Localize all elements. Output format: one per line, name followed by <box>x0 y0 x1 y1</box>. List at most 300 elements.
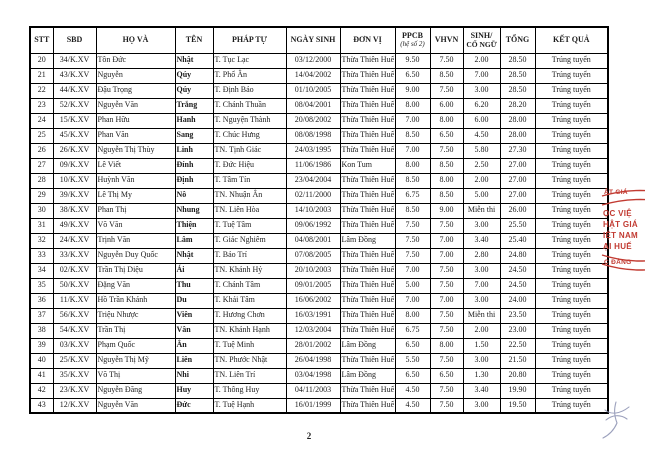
cell-ngay_sinh: 16/01/1999 <box>286 398 340 413</box>
cell-ten: Đức <box>175 398 213 413</box>
cell-ngay_sinh: 12/03/2004 <box>286 323 340 338</box>
cell-sinh_co_ngu: 2.00 <box>463 53 500 68</box>
column-header-ngay_sinh: NGÀY SINH <box>286 27 340 53</box>
cell-sbd: 45/K.XV <box>53 128 96 143</box>
cell-ket_qua: Trúng tuyển <box>535 338 608 353</box>
cell-ngay_sinh: 20/10/2003 <box>286 263 340 278</box>
cell-phap_tu: T. Tâm Tín <box>213 173 286 188</box>
cell-sbd: 15/K.XV <box>53 113 96 128</box>
column-header-don_vi: ĐƠN VỊ <box>340 27 395 53</box>
cell-ppcb: 5.00 <box>395 278 430 293</box>
cell-ten: Viên <box>175 308 213 323</box>
cell-sbd: 44/K.XV <box>53 83 96 98</box>
cell-sbd: 43/K.XV <box>53 68 96 83</box>
cell-stt: 43 <box>30 398 53 413</box>
cell-ket_qua: Trúng tuyển <box>535 218 608 233</box>
cell-sbd: 23/K.XV <box>53 383 96 398</box>
cell-sinh_co_ngu: 6.20 <box>463 98 500 113</box>
column-header-stt: STT <box>30 27 53 53</box>
stamp-line-2: HẬT GIÁ <box>603 220 638 229</box>
column-header-sinh_co_ngu: SINH/ CỔ NGỮ <box>463 27 500 53</box>
cell-vhvn: 7.00 <box>430 293 463 308</box>
table-row <box>30 263 608 278</box>
cell-tong: 27.00 <box>500 173 535 188</box>
cell-ten: Nhật <box>175 248 213 263</box>
cell-sinh_co_ngu: 3.00 <box>463 218 500 233</box>
table-row <box>30 98 608 113</box>
cell-ket_qua: Trúng tuyển <box>535 278 608 293</box>
cell-vhvn: 7.50 <box>430 53 463 68</box>
cell-tong: 28.20 <box>500 98 535 113</box>
cell-sbd: 02/K.XV <box>53 263 96 278</box>
cell-sinh_co_ngu: 7.00 <box>463 278 500 293</box>
cell-don_vi: Thừa Thiên Huế <box>340 113 395 128</box>
cell-sbd: 34/K.XV <box>53 53 96 68</box>
table-row <box>30 173 608 188</box>
cell-tong: 24.50 <box>500 278 535 293</box>
cell-vhvn: 8.50 <box>430 188 463 203</box>
cell-ho_va: Nguyễn Văn <box>96 98 175 113</box>
cell-ppcb: 9.00 <box>395 83 430 98</box>
cell-vhvn: 7.50 <box>430 218 463 233</box>
cell-phap_tu: T. Thông Huy <box>213 383 286 398</box>
cell-ket_qua: Trúng tuyển <box>535 173 608 188</box>
cell-ho_va: Võ Thị <box>96 368 175 383</box>
cell-vhvn: 8.00 <box>430 113 463 128</box>
cell-ppcb: 8.00 <box>395 98 430 113</box>
cell-ppcb: 7.50 <box>395 233 430 248</box>
cell-sbd: 35/K.XV <box>53 368 96 383</box>
cell-stt: 26 <box>30 143 53 158</box>
cell-ho_va: Nguyễn Thị Thùy <box>96 143 175 158</box>
cell-sinh_co_ngu: 6.00 <box>463 113 500 128</box>
cell-phap_tu: TN. Khánh Hỷ <box>213 263 286 278</box>
cell-sbd: 56/K.XV <box>53 308 96 323</box>
stamp-line-3: IỆT NAM <box>603 231 638 240</box>
cell-ngay_sinh: 26/04/1998 <box>286 353 340 368</box>
cell-ppcb: 6.75 <box>395 188 430 203</box>
cell-vhvn: 9.00 <box>430 203 463 218</box>
cell-stt: 31 <box>30 218 53 233</box>
cell-ngay_sinh: 11/06/1986 <box>286 158 340 173</box>
cell-phap_tu: T. Phổ Ân <box>213 68 286 83</box>
cell-don_vi: Thừa Thiên Huế <box>340 218 395 233</box>
cell-sinh_co_ngu: 3.00 <box>463 263 500 278</box>
cell-ten: Nhung <box>175 203 213 218</box>
cell-phap_tu: T. Bảo Trí <box>213 248 286 263</box>
cell-phap_tu: T. Chánh Tâm <box>213 278 286 293</box>
table-row <box>30 83 608 98</box>
cell-vhvn: 7.50 <box>430 398 463 413</box>
cell-stt: 34 <box>30 263 53 278</box>
cell-tong: 20.80 <box>500 368 535 383</box>
cell-ho_va: Hồ Trần Khánh <box>96 293 175 308</box>
cell-stt: 23 <box>30 98 53 113</box>
cell-phap_tu: T. Tục Lạc <box>213 53 286 68</box>
cell-ngay_sinh: 20/08/2002 <box>286 113 340 128</box>
cell-don_vi: Thừa Thiên Huế <box>340 98 395 113</box>
cell-don_vi: Thừa Thiên Huế <box>340 278 395 293</box>
cell-ho_va: Trần Thị Diệu <box>96 263 175 278</box>
cell-ngay_sinh: 16/06/2002 <box>286 293 340 308</box>
cell-ngay_sinh: 04/11/2003 <box>286 383 340 398</box>
table-header <box>30 27 608 53</box>
stamp-line-1: ỌC VIỆ <box>603 209 632 218</box>
cell-vhvn: 7.50 <box>430 278 463 293</box>
table-row <box>30 248 608 263</box>
column-header-ket_qua: KẾT QUẢ <box>535 27 608 53</box>
stamp-line-4: ẠI HUẾ <box>603 242 632 251</box>
results-table <box>29 26 609 414</box>
cell-ppcb: 6.50 <box>395 368 430 383</box>
cell-ho_va: Đậu Trọng <box>96 83 175 98</box>
table-row <box>30 308 608 323</box>
cell-don_vi: Thừa Thiên Huế <box>340 308 395 323</box>
cell-ket_qua: Trúng tuyển <box>535 248 608 263</box>
cell-ket_qua: Trúng tuyển <box>535 263 608 278</box>
cell-ho_va: Nguyễn Văn <box>96 398 175 413</box>
cell-sinh_co_ngu: 1.30 <box>463 368 500 383</box>
cell-tong: 23.50 <box>500 308 535 323</box>
cell-ppcb: 7.00 <box>395 293 430 308</box>
cell-sinh_co_ngu: 5.00 <box>463 188 500 203</box>
cell-vhvn: 7.50 <box>430 383 463 398</box>
cell-vhvn: 8.00 <box>430 338 463 353</box>
cell-sbd: 49/K.XV <box>53 218 96 233</box>
cell-sinh_co_ngu: 5.80 <box>463 143 500 158</box>
cell-stt: 30 <box>30 203 53 218</box>
cell-don_vi: Thừa Thiên Huế <box>340 398 395 413</box>
column-header-ho_va: HỌ VÀ <box>96 27 175 53</box>
cell-sbd: 10/K.XV <box>53 173 96 188</box>
cell-ten: Thiện <box>175 218 213 233</box>
cell-stt: 28 <box>30 173 53 188</box>
cell-sbd: 54/K.XV <box>53 323 96 338</box>
cell-phap_tu: T. Đức Hiệu <box>213 158 286 173</box>
table-row <box>30 293 608 308</box>
cell-don_vi: Lâm Đồng <box>340 338 395 353</box>
cell-stt: 36 <box>30 293 53 308</box>
cell-sinh_co_ngu: Miễn thi <box>463 203 500 218</box>
table-row <box>30 218 608 233</box>
cell-tong: 27.00 <box>500 158 535 173</box>
cell-ppcb: 7.50 <box>395 248 430 263</box>
cell-sinh_co_ngu: 3.40 <box>463 383 500 398</box>
cell-ngay_sinh: 16/03/1991 <box>286 308 340 323</box>
cell-ngay_sinh: 28/01/2002 <box>286 338 340 353</box>
cell-ket_qua: Trúng tuyển <box>535 68 608 83</box>
cell-ho_va: Phan Văn <box>96 128 175 143</box>
cell-ten: Ái <box>175 263 213 278</box>
cell-vhvn: 8.00 <box>430 173 463 188</box>
cell-stt: 32 <box>30 233 53 248</box>
cell-phap_tu: TN. Phước Nhật <box>213 353 286 368</box>
cell-sinh_co_ngu: 2.00 <box>463 323 500 338</box>
cell-ppcb: 6.50 <box>395 68 430 83</box>
table-row <box>30 368 608 383</box>
table-body <box>30 53 608 413</box>
cell-ten: Hanh <box>175 113 213 128</box>
cell-don_vi: Thừa Thiên Huế <box>340 263 395 278</box>
cell-sbd: 12/K.XV <box>53 398 96 413</box>
cell-sbd: 11/K.XV <box>53 293 96 308</box>
cell-phap_tu: T. Hương Chơn <box>213 308 286 323</box>
cell-stt: 20 <box>30 53 53 68</box>
cell-phap_tu: T. Chánh Thuần <box>213 98 286 113</box>
cell-ppcb: 5.50 <box>395 353 430 368</box>
cell-stt: 24 <box>30 113 53 128</box>
cell-vhvn: 7.50 <box>430 83 463 98</box>
cell-don_vi: Lâm Đồng <box>340 368 395 383</box>
cell-don_vi: Thừa Thiên Huế <box>340 203 395 218</box>
table-row <box>30 323 608 338</box>
cell-phap_tu: TN. Liên Hòa <box>213 203 286 218</box>
cell-phap_tu: T. Chúc Hưng <box>213 128 286 143</box>
cell-stt: 21 <box>30 68 53 83</box>
cell-ppcb: 4.50 <box>395 383 430 398</box>
cell-ho_va: Phan Thị <box>96 203 175 218</box>
cell-don_vi: Thừa Thiên Huế <box>340 143 395 158</box>
cell-ppcb: 8.50 <box>395 203 430 218</box>
cell-ngay_sinh: 09/01/2005 <box>286 278 340 293</box>
cell-ten: Vân <box>175 323 213 338</box>
cell-sinh_co_ngu: 7.00 <box>463 68 500 83</box>
table-row <box>30 68 608 83</box>
table-row <box>30 128 608 143</box>
cell-ket_qua: Trúng tuyển <box>535 383 608 398</box>
cell-sinh_co_ngu: 3.00 <box>463 398 500 413</box>
table-row <box>30 233 608 248</box>
cell-don_vi: Thừa Thiên Huế <box>340 83 395 98</box>
cell-ket_qua: Trúng tuyển <box>535 203 608 218</box>
cell-phap_tu: T. Nguyện Thành <box>213 113 286 128</box>
cell-phap_tu: T. Định Bảo <box>213 83 286 98</box>
cell-phap_tu: TN. Liên Trí <box>213 368 286 383</box>
cell-stt: 33 <box>30 248 53 263</box>
cell-don_vi: Thừa Thiên Huế <box>340 128 395 143</box>
cell-tong: 28.50 <box>500 68 535 83</box>
cell-ten: Nhật <box>175 53 213 68</box>
cell-ten: Huy <box>175 383 213 398</box>
cell-ho_va: Phan Hữu <box>96 113 175 128</box>
cell-ho_va: Võ Văn <box>96 218 175 233</box>
cell-ten: Du <box>175 293 213 308</box>
header-row <box>30 27 608 53</box>
cell-ngay_sinh: 03/04/1998 <box>286 368 340 383</box>
cell-tong: 28.50 <box>500 83 535 98</box>
red-seal-stamp <box>601 183 645 271</box>
cell-ket_qua: Trúng tuyển <box>535 53 608 68</box>
cell-stt: 27 <box>30 158 53 173</box>
cell-vhvn: 7.00 <box>430 248 463 263</box>
cell-ho_va: Lê Viết <box>96 158 175 173</box>
cell-sinh_co_ngu: 1.50 <box>463 338 500 353</box>
page-number: 2 <box>306 431 312 441</box>
cell-ket_qua: Trúng tuyển <box>535 308 608 323</box>
cell-ho_va: Trần Thị <box>96 323 175 338</box>
cell-ten: Đính <box>175 158 213 173</box>
cell-ho_va: Trịnh Văn <box>96 233 175 248</box>
cell-ten: Nhi <box>175 368 213 383</box>
cell-sbd: 03/K.XV <box>53 338 96 353</box>
cell-ngay_sinh: 09/06/1992 <box>286 218 340 233</box>
cell-ten: Linh <box>175 143 213 158</box>
cell-ppcb: 7.00 <box>395 263 430 278</box>
cell-vhvn: 7.00 <box>430 233 463 248</box>
cell-vhvn: 7.50 <box>430 308 463 323</box>
table-row <box>30 398 608 413</box>
cell-ten: Liên <box>175 353 213 368</box>
cell-stt: 40 <box>30 353 53 368</box>
cell-vhvn: 7.50 <box>430 263 463 278</box>
cell-sinh_co_ngu: 2.80 <box>463 248 500 263</box>
table-row <box>30 53 608 68</box>
cell-ket_qua: Trúng tuyển <box>535 293 608 308</box>
cell-ket_qua: Trúng tuyển <box>535 83 608 98</box>
cell-phap_tu: T. Tuệ Minh <box>213 338 286 353</box>
cell-phap_tu: TN. Khánh Hạnh <box>213 323 286 338</box>
table-row <box>30 188 608 203</box>
cell-phap_tu: TN. Tịnh Giác <box>213 143 286 158</box>
cell-tong: 27.30 <box>500 143 535 158</box>
cell-ten: Qúy <box>175 83 213 98</box>
cell-ket_qua: Trúng tuyển <box>535 143 608 158</box>
cell-tong: 28.50 <box>500 53 535 68</box>
cell-don_vi: Thừa Thiên Huế <box>340 68 395 83</box>
cell-ppcb: 7.50 <box>395 218 430 233</box>
cell-ket_qua: Trúng tuyển <box>535 353 608 368</box>
cell-ket_qua: Trúng tuyển <box>535 158 608 173</box>
column-header-vhvn: VHVN <box>430 27 463 53</box>
cell-ngay_sinh: 02/11/2000 <box>286 188 340 203</box>
cell-sbd: 39/K.XV <box>53 188 96 203</box>
cell-ho_va: Triệu Nhược <box>96 308 175 323</box>
cell-ket_qua: Trúng tuyển <box>535 323 608 338</box>
cell-phap_tu: T. Giác Nghiêm <box>213 233 286 248</box>
cell-don_vi: Kon Tum <box>340 158 395 173</box>
cell-sinh_co_ngu: 2.50 <box>463 158 500 173</box>
cell-ngay_sinh: 08/04/2001 <box>286 98 340 113</box>
cell-ho_va: Huỳnh Văn <box>96 173 175 188</box>
cell-ten: Trắng <box>175 98 213 113</box>
cell-stt: 38 <box>30 323 53 338</box>
cell-tong: 25.40 <box>500 233 535 248</box>
cell-ngay_sinh: 14/10/2003 <box>286 203 340 218</box>
cell-ket_qua: Trúng tuyển <box>535 368 608 383</box>
cell-ppcb: 6.75 <box>395 323 430 338</box>
cell-don_vi: Thừa Thiên Huế <box>340 293 395 308</box>
cell-ket_qua: Trúng tuyển <box>535 188 608 203</box>
cell-sbd: 24/K.XV <box>53 233 96 248</box>
cell-tong: 24.50 <box>500 263 535 278</box>
cell-ket_qua: Trúng tuyển <box>535 113 608 128</box>
cell-ten: Sang <box>175 128 213 143</box>
cell-stt: 39 <box>30 338 53 353</box>
cell-sinh_co_ngu: 4.50 <box>463 128 500 143</box>
column-header-tong: TỔNG <box>500 27 535 53</box>
cell-ppcb: 8.00 <box>395 158 430 173</box>
cell-don_vi: Thừa Thiên Huế <box>340 353 395 368</box>
cell-tong: 22.50 <box>500 338 535 353</box>
cell-ho_va: Nguyễn Thị Mỹ <box>96 353 175 368</box>
cell-stt: 35 <box>30 278 53 293</box>
column-header-ten: TÊN <box>175 27 213 53</box>
cell-phap_tu: T. Tuệ Hạnh <box>213 398 286 413</box>
cell-vhvn: 7.50 <box>430 323 463 338</box>
cell-ngay_sinh: 07/08/2005 <box>286 248 340 263</box>
cell-tong: 28.00 <box>500 128 535 143</box>
cell-sinh_co_ngu: 3.00 <box>463 83 500 98</box>
cell-ho_va: Lê Thị My <box>96 188 175 203</box>
cell-ho_va: Nguyễn <box>96 68 175 83</box>
cell-ppcb: 8.00 <box>395 308 430 323</box>
cell-tong: 21.50 <box>500 353 535 368</box>
cell-tong: 25.50 <box>500 218 535 233</box>
cell-sinh_co_ngu: 3.40 <box>463 233 500 248</box>
cell-ppcb: 6.50 <box>395 338 430 353</box>
cell-stt: 25 <box>30 128 53 143</box>
stamp-arc-top-text: ẬT GIÁ <box>604 189 628 196</box>
cell-ppcb: 7.00 <box>395 143 430 158</box>
cell-sbd: 38/K.XV <box>53 203 96 218</box>
cell-don_vi: Thừa Thiên Huế <box>340 248 395 263</box>
table-row <box>30 383 608 398</box>
cell-sinh_co_ngu: Miễn thi <box>463 308 500 323</box>
cell-ho_va: Nguyễn Duy Quốc <box>96 248 175 263</box>
cell-stt: 42 <box>30 383 53 398</box>
table-row <box>30 353 608 368</box>
cell-sbd: 33/K.XV <box>53 248 96 263</box>
column-header-sbd: SBD <box>53 27 96 53</box>
cell-ho_va: Nguyễn Đăng <box>96 383 175 398</box>
cell-ppcb: 8.50 <box>395 128 430 143</box>
cell-ten: Lâm <box>175 233 213 248</box>
column-header-ppcb: PPCB (hệ số 2) <box>395 27 430 53</box>
stamp-arc-bottom-text: C ĐẲNG <box>604 259 632 266</box>
cell-ho_va: Đặng Văn <box>96 278 175 293</box>
cell-sinh_co_ngu: 2.00 <box>463 173 500 188</box>
cell-tong: 26.00 <box>500 203 535 218</box>
table-row <box>30 113 608 128</box>
cell-don_vi: Thừa Thiên Huế <box>340 53 395 68</box>
cell-ket_qua: Trúng tuyển <box>535 398 608 413</box>
cell-tong: 19.90 <box>500 383 535 398</box>
cell-ten: Ân <box>175 338 213 353</box>
cell-ngay_sinh: 24/03/1995 <box>286 143 340 158</box>
cell-ten: Thu <box>175 278 213 293</box>
cell-ten: Nô <box>175 188 213 203</box>
cell-tong: 23.00 <box>500 323 535 338</box>
cell-tong: 24.80 <box>500 248 535 263</box>
table-row <box>30 278 608 293</box>
cell-vhvn: 8.50 <box>430 68 463 83</box>
table-row <box>30 338 608 353</box>
cell-vhvn: 7.50 <box>430 143 463 158</box>
cell-phap_tu: T. Tuệ Tâm <box>213 218 286 233</box>
cell-stt: 37 <box>30 308 53 323</box>
column-header-phap_tu: PHÁP TỰ <box>213 27 286 53</box>
cell-stt: 22 <box>30 83 53 98</box>
cell-ho_va: Tôn Đức <box>96 53 175 68</box>
cell-sbd: 09/K.XV <box>53 158 96 173</box>
cell-phap_tu: TN. Nhuận Ân <box>213 188 286 203</box>
cell-don_vi: Lâm Đồng <box>340 233 395 248</box>
cell-ten: Qúy <box>175 68 213 83</box>
cell-ket_qua: Trúng tuyển <box>535 98 608 113</box>
cell-ppcb: 7.00 <box>395 113 430 128</box>
stamp-top-inner-border <box>602 200 645 206</box>
cell-vhvn: 8.50 <box>430 158 463 173</box>
